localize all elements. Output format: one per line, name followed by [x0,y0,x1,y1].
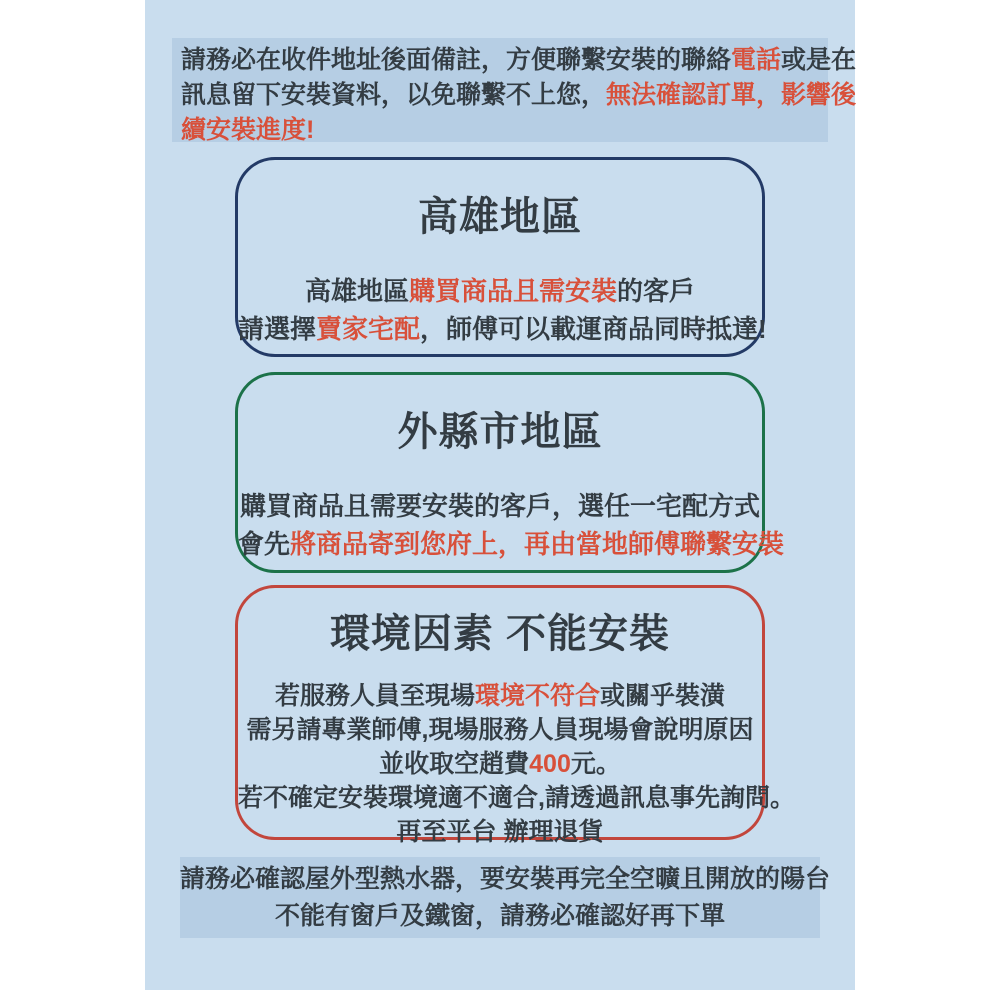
kaohsiung-area-body: 高雄地區購買商品且需安裝的客戶 請選擇賣家宅配，師傅可以載運商品同時抵達! [238,276,767,344]
environment-factor-title: 環境因素 不能安裝 [329,612,671,656]
environment-factor-body: 若服務人員至現場環境不符合或關乎裝潢 需另請專業師傅,現場服務人員現場會說明原因 並收取空趙費400元。 若不確定安裝環境適不適合,請透過訊息事先詢問。 再至平台 辦理退貨 [238,682,795,846]
top-contact-notice: 請務必在收件地址後面備註，方便聯繫安裝的聯絡電話或是在 訊息留下安裝資料，以免聯繫不上您，無法確認訂單，影響後 續安裝進度! [172,38,828,142]
other-counties-body: 購買商品且需要安裝的客戶，選任一宅配方式 會先將商品寄到您府上，再由當地師傅聯繫安裝 [238,491,785,559]
bottom-outdoor-heater-notice: 請務必確認屋外型熱水器，要安裝再完全空曠且開放的陽台 不能有窗戶及鐵窗，請務必確認好再下單 [180,857,820,938]
kaohsiung-area-box [235,157,765,357]
kaohsiung-area-title: 高雄地區 [418,195,582,239]
environment-factor-box [235,585,795,846]
other-counties-title: 外縣市地區 [397,410,603,454]
other-counties-box [235,372,785,573]
blue-panel [145,0,855,990]
